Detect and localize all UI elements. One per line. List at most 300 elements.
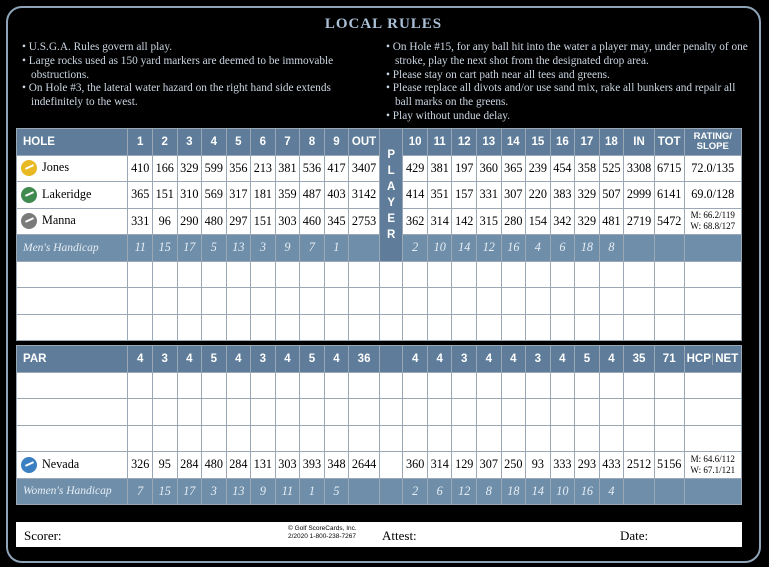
par-cell: 3	[526, 346, 551, 373]
yardage-cell: 525	[599, 155, 624, 182]
score-entry-cell	[202, 288, 227, 315]
score-entry-row	[17, 261, 742, 288]
rating-line: W: 67.1/121	[690, 464, 736, 475]
score-entry-cell	[427, 399, 452, 426]
score-entry-cell	[300, 261, 325, 288]
score-entry-cell	[684, 425, 741, 452]
score-entry-cell	[427, 425, 452, 452]
yardage-cell: 290	[177, 208, 202, 235]
score-entry-cell	[599, 399, 624, 426]
player-letter: P	[387, 148, 395, 161]
score-entry-cell	[403, 314, 428, 341]
score-entry-cell	[275, 372, 300, 399]
score-entry-cell	[427, 372, 452, 399]
par-cell: 5	[575, 346, 600, 373]
handicap-cell: 15	[152, 235, 177, 262]
par-cell: 4	[275, 346, 300, 373]
hole-number: 14	[501, 129, 526, 156]
score-entry-cell	[452, 261, 477, 288]
score-entry-cell	[300, 399, 325, 426]
score-entry-cell	[501, 261, 526, 288]
yardage-cell: 151	[251, 208, 276, 235]
handicap-cell: 14	[452, 235, 477, 262]
yardage-cell: 250	[501, 452, 526, 479]
tee-marker-icon	[21, 187, 37, 203]
handicap-cell: 9	[251, 478, 276, 505]
score-entry-cell	[324, 288, 349, 315]
score-entry-cell	[152, 399, 177, 426]
par-cell: 4	[550, 346, 575, 373]
hole-number: 6	[251, 129, 276, 156]
in-label: IN	[624, 129, 655, 156]
yardage-cell: 314	[427, 208, 452, 235]
yardage-cell: 433	[599, 452, 624, 479]
rule-item: • Play without undue delay.	[386, 109, 511, 122]
score-entry-cell	[624, 288, 655, 315]
score-entry-cell	[152, 261, 177, 288]
rules-right	[386, 41, 751, 124]
score-entry-cell	[128, 425, 153, 452]
handicap-cell: 10	[427, 235, 452, 262]
score-entry-cell	[684, 314, 741, 341]
yardage-cell: 166	[152, 155, 177, 182]
score-entry-cell	[251, 314, 276, 341]
score-entry-cell	[526, 288, 551, 315]
handicap-cell: 1	[300, 478, 325, 505]
attest-label: Attest:	[382, 528, 417, 543]
hole-number: 13	[477, 129, 502, 156]
yardage-cell: 359	[275, 182, 300, 209]
par-gap	[379, 346, 403, 373]
handicap-cell: 17	[177, 235, 202, 262]
score-entry-cell	[477, 372, 502, 399]
score-entry-cell	[300, 288, 325, 315]
handicap-cell	[624, 235, 655, 262]
player-letter: Y	[387, 196, 395, 209]
tee-marker-icon	[21, 213, 37, 229]
yardage-cell: 329	[575, 208, 600, 235]
score-entry-row	[17, 288, 742, 315]
par-cell: 5	[300, 346, 325, 373]
handicap-cell: 6	[550, 235, 575, 262]
tee-row	[17, 182, 742, 209]
score-entry-cell	[684, 372, 741, 399]
score-entry-cell	[501, 314, 526, 341]
score-entry-cell	[379, 372, 403, 399]
yardage-cell: 342	[550, 208, 575, 235]
copyright	[288, 525, 357, 541]
player-letter: A	[387, 180, 396, 193]
in-yardage: 2999	[624, 182, 655, 209]
date-label: Date:	[620, 528, 649, 543]
tee-label: Nevada	[42, 456, 80, 471]
rules-left	[22, 41, 372, 110]
score-entry-cell	[226, 314, 251, 341]
yardage-cell: 480	[202, 208, 227, 235]
score-entry-cell	[349, 288, 380, 315]
score-entry-cell	[526, 399, 551, 426]
par-cell: 4	[599, 346, 624, 373]
score-entry-cell	[403, 261, 428, 288]
yardage-cell: 331	[477, 182, 502, 209]
tee-marker-icon	[21, 457, 37, 473]
hole-number: 2	[152, 129, 177, 156]
handicap-cell: 17	[177, 478, 202, 505]
hole-number: 9	[324, 129, 349, 156]
hcp-label: HCP	[685, 353, 713, 365]
score-entry-cell	[226, 261, 251, 288]
handicap-cell: 15	[152, 478, 177, 505]
yardage-cell: 393	[300, 452, 325, 479]
rating-line: M: 64.6/112	[690, 453, 735, 464]
handicap-cell: 3	[202, 478, 227, 505]
yardage-cell: 480	[202, 452, 227, 479]
score-entry-cell	[177, 288, 202, 315]
yardage-cell: 131	[251, 452, 276, 479]
yardage-cell: 429	[403, 155, 428, 182]
yardage-cell: 317	[226, 182, 251, 209]
score-entry-cell	[575, 261, 600, 288]
score-entry-cell	[128, 399, 153, 426]
score-entry-cell	[379, 399, 403, 426]
score-entry-cell	[654, 425, 684, 452]
yardage-cell: 329	[177, 155, 202, 182]
rating-line: W: 68.8/127	[690, 221, 736, 232]
handicap-cell: 18	[501, 478, 526, 505]
par-cell: 4	[177, 346, 202, 373]
score-entry-cell	[202, 261, 227, 288]
player-column	[379, 129, 403, 262]
yardage-cell: 154	[526, 208, 551, 235]
score-entry-cell	[501, 288, 526, 315]
score-entry-cell	[599, 314, 624, 341]
hole-number: 18	[599, 129, 624, 156]
tee-row	[17, 155, 742, 182]
score-entry-cell	[379, 314, 403, 341]
yardage-cell: 93	[526, 452, 551, 479]
yardage-cell: 454	[550, 155, 575, 182]
score-entry-cell	[300, 425, 325, 452]
score-entry-cell	[575, 314, 600, 341]
par-cell: 4	[226, 346, 251, 373]
par-label: PAR	[17, 346, 128, 373]
score-entry-cell	[275, 425, 300, 452]
handicap-cell	[624, 478, 655, 505]
par-out: 36	[349, 346, 380, 373]
score-entry-cell	[152, 314, 177, 341]
yardage-cell: 307	[501, 182, 526, 209]
yardage-cell: 360	[477, 155, 502, 182]
handicap-cell	[349, 235, 380, 262]
rule-item: • Please stay on cart path near all tees and greens.	[386, 68, 610, 81]
tee-name	[17, 452, 128, 479]
score-entry-cell	[477, 399, 502, 426]
total-yardage: 5156	[654, 452, 684, 479]
handicap-cell: 7	[128, 478, 153, 505]
score-entry-cell	[349, 372, 380, 399]
score-entry-cell	[251, 425, 276, 452]
rating-slope	[684, 452, 741, 479]
yardage-cell: 414	[403, 182, 428, 209]
yardage-cell: 487	[300, 182, 325, 209]
yardage-cell: 142	[452, 208, 477, 235]
hole-number: 4	[202, 129, 227, 156]
score-entry-cell	[477, 261, 502, 288]
copyright-line: 2/2020 1-800-238-7267	[288, 533, 356, 540]
yardage-cell: 356	[226, 155, 251, 182]
score-entry-cell	[684, 288, 741, 315]
yardage-cell: 351	[427, 182, 452, 209]
yardage-cell: 314	[427, 452, 452, 479]
yardage-cell: 95	[152, 452, 177, 479]
score-entry-cell	[526, 261, 551, 288]
score-entry-cell	[452, 399, 477, 426]
handicap-cell: 13	[226, 478, 251, 505]
yardage-cell: 284	[177, 452, 202, 479]
score-entry-cell	[349, 425, 380, 452]
scorecard-table	[16, 128, 742, 505]
player-letter: L	[387, 164, 395, 177]
yardage-cell: 326	[128, 452, 153, 479]
score-entry-cell	[624, 261, 655, 288]
score-entry-row	[17, 372, 742, 399]
net-label: NET	[715, 352, 739, 365]
score-entry-cell	[427, 314, 452, 341]
par-cell: 3	[152, 346, 177, 373]
yardage-cell: 345	[324, 208, 349, 235]
par-cell: 4	[324, 346, 349, 373]
out-yardage: 2753	[349, 208, 380, 235]
score-entry-cell	[575, 425, 600, 452]
score-entry-cell	[575, 288, 600, 315]
score-entry-cell	[128, 314, 153, 341]
score-entry-cell	[202, 399, 227, 426]
handicap-cell: 8	[599, 235, 624, 262]
tot-label: TOT	[654, 129, 684, 156]
hole-number: 8	[300, 129, 325, 156]
hole-number: 15	[526, 129, 551, 156]
score-entry-cell	[654, 399, 684, 426]
yardage-cell: 213	[251, 155, 276, 182]
score-entry-cell	[251, 399, 276, 426]
score-entry-cell	[275, 314, 300, 341]
hole-number: 12	[452, 129, 477, 156]
score-entry-cell	[379, 261, 403, 288]
yardage-cell: 310	[177, 182, 202, 209]
handicap-cell: 18	[575, 235, 600, 262]
score-entry-cell	[275, 261, 300, 288]
score-entry-cell	[403, 372, 428, 399]
score-entry-cell	[324, 261, 349, 288]
score-entry-cell	[349, 399, 380, 426]
score-entry-cell	[526, 372, 551, 399]
score-entry-cell	[624, 399, 655, 426]
in-yardage: 2719	[624, 208, 655, 235]
handicap-cell	[654, 478, 684, 505]
handicap-cell	[654, 235, 684, 262]
mens-handicap-row	[17, 235, 742, 262]
player-name-cell	[17, 314, 128, 341]
score-entry-cell	[177, 261, 202, 288]
score-entry-cell	[654, 314, 684, 341]
score-entry-cell	[349, 261, 380, 288]
score-entry-cell	[275, 288, 300, 315]
yardage-cell: 410	[128, 155, 153, 182]
yardage-cell: 220	[526, 182, 551, 209]
score-entry-cell	[654, 261, 684, 288]
score-entry-cell	[550, 425, 575, 452]
score-entry-cell	[128, 261, 153, 288]
rating-line: M: 66.2/119	[690, 210, 735, 221]
score-entry-cell	[575, 372, 600, 399]
score-entry-cell	[624, 425, 655, 452]
hole-header-row	[17, 129, 742, 156]
rating-slope: 72.0/135	[684, 155, 741, 182]
yardage-cell: 417	[324, 155, 349, 182]
tee-marker-icon	[21, 160, 37, 176]
player-name-cell	[17, 288, 128, 315]
score-entry-cell	[403, 288, 428, 315]
score-entry-cell	[251, 261, 276, 288]
handicap-cell	[349, 478, 380, 505]
score-entry-row	[17, 399, 742, 426]
yardage-cell: 362	[403, 208, 428, 235]
score-entry-cell	[324, 372, 349, 399]
score-entry-cell	[152, 288, 177, 315]
score-entry-cell	[624, 372, 655, 399]
tee-row	[17, 452, 742, 479]
in-yardage: 2512	[624, 452, 655, 479]
score-entry-cell	[684, 399, 741, 426]
hole-number: 1	[128, 129, 153, 156]
total-yardage: 6141	[654, 182, 684, 209]
player-name-cell	[17, 425, 128, 452]
score-entry-cell	[501, 372, 526, 399]
handicap-cell: 4	[526, 235, 551, 262]
score-entry-cell	[324, 399, 349, 426]
yardage-cell: 303	[275, 452, 300, 479]
yardage-cell: 181	[251, 182, 276, 209]
score-entry-cell	[526, 425, 551, 452]
par-total: 71	[654, 346, 684, 373]
yardage-cell: 460	[300, 208, 325, 235]
score-entry-cell	[275, 399, 300, 426]
yardage-cell: 293	[575, 452, 600, 479]
handicap-cell: 11	[128, 235, 153, 262]
score-entry-cell	[226, 425, 251, 452]
score-entry-cell	[599, 288, 624, 315]
handicap-cell: 9	[275, 235, 300, 262]
par-row	[17, 346, 742, 373]
handicap-cell: 1	[324, 235, 349, 262]
yardage-cell: 365	[128, 182, 153, 209]
handicap-cell: 16	[575, 478, 600, 505]
out-yardage: 3407	[349, 155, 380, 182]
hole-label: HOLE	[17, 129, 128, 156]
score-entry-cell	[654, 288, 684, 315]
par-cell: 3	[452, 346, 477, 373]
handicap-cell: 13	[226, 235, 251, 262]
handicap-cell: 8	[477, 478, 502, 505]
player-letter: R	[387, 228, 396, 241]
total-yardage: 6715	[654, 155, 684, 182]
score-entry-cell	[501, 425, 526, 452]
score-entry-cell	[202, 314, 227, 341]
score-entry-cell	[599, 372, 624, 399]
score-entry-cell	[427, 288, 452, 315]
yardage-cell: 481	[599, 208, 624, 235]
handicap-cell: 3	[251, 235, 276, 262]
score-entry-cell	[452, 314, 477, 341]
hole-number: 17	[575, 129, 600, 156]
player-name-cell	[17, 372, 128, 399]
score-entry-cell	[477, 314, 502, 341]
rule-item: • On Hole #3, the lateral water hazard on the right hand side extends indefinitely to the west.	[22, 82, 331, 109]
hole-number: 5	[226, 129, 251, 156]
score-entry-cell	[599, 261, 624, 288]
local-rules-title: LOCAL RULES	[324, 16, 443, 32]
score-entry-cell	[403, 425, 428, 452]
blank-cell	[379, 452, 403, 479]
score-entry-cell	[251, 372, 276, 399]
score-entry-cell	[152, 425, 177, 452]
yardage-cell: 329	[575, 182, 600, 209]
handicap-label: Men's Handicap	[17, 235, 128, 262]
handicap-cell: 5	[324, 478, 349, 505]
score-entry-cell	[684, 261, 741, 288]
tee-label: Manna	[42, 213, 76, 228]
yardage-cell: 157	[452, 182, 477, 209]
yardage-cell: 280	[501, 208, 526, 235]
score-entry-cell	[177, 314, 202, 341]
yardage-cell: 307	[477, 452, 502, 479]
par-cell: 5	[202, 346, 227, 373]
score-entry-cell	[128, 372, 153, 399]
hole-number: 7	[275, 129, 300, 156]
score-entry-cell	[403, 399, 428, 426]
total-yardage: 5472	[654, 208, 684, 235]
score-entry-cell	[226, 372, 251, 399]
yardage-cell: 381	[427, 155, 452, 182]
score-entry-cell	[202, 372, 227, 399]
score-entry-cell	[427, 261, 452, 288]
out-yardage: 3142	[349, 182, 380, 209]
par-cell: 3	[251, 346, 276, 373]
yardage-cell: 358	[575, 155, 600, 182]
yardage-cell: 507	[599, 182, 624, 209]
yardage-cell: 197	[452, 155, 477, 182]
yardage-cell: 151	[152, 182, 177, 209]
tee-name	[17, 155, 128, 182]
womens-handicap-row	[17, 478, 742, 505]
score-entry-cell	[550, 261, 575, 288]
score-entry-cell	[501, 399, 526, 426]
score-entry-cell	[477, 288, 502, 315]
score-entry-cell	[251, 288, 276, 315]
score-entry-cell	[550, 288, 575, 315]
score-entry-cell	[550, 314, 575, 341]
yardage-cell: 96	[152, 208, 177, 235]
par-in: 35	[624, 346, 655, 373]
hole-number: 10	[403, 129, 428, 156]
tee-name	[17, 208, 128, 235]
score-entry-cell	[379, 288, 403, 315]
handicap-cell	[379, 478, 403, 505]
rule-item: • Large rocks used as 150 yard markers are deemed to be immovable obstructions.	[22, 54, 334, 81]
par-cell: 4	[477, 346, 502, 373]
tee-row	[17, 208, 742, 235]
par-cell: 4	[427, 346, 452, 373]
